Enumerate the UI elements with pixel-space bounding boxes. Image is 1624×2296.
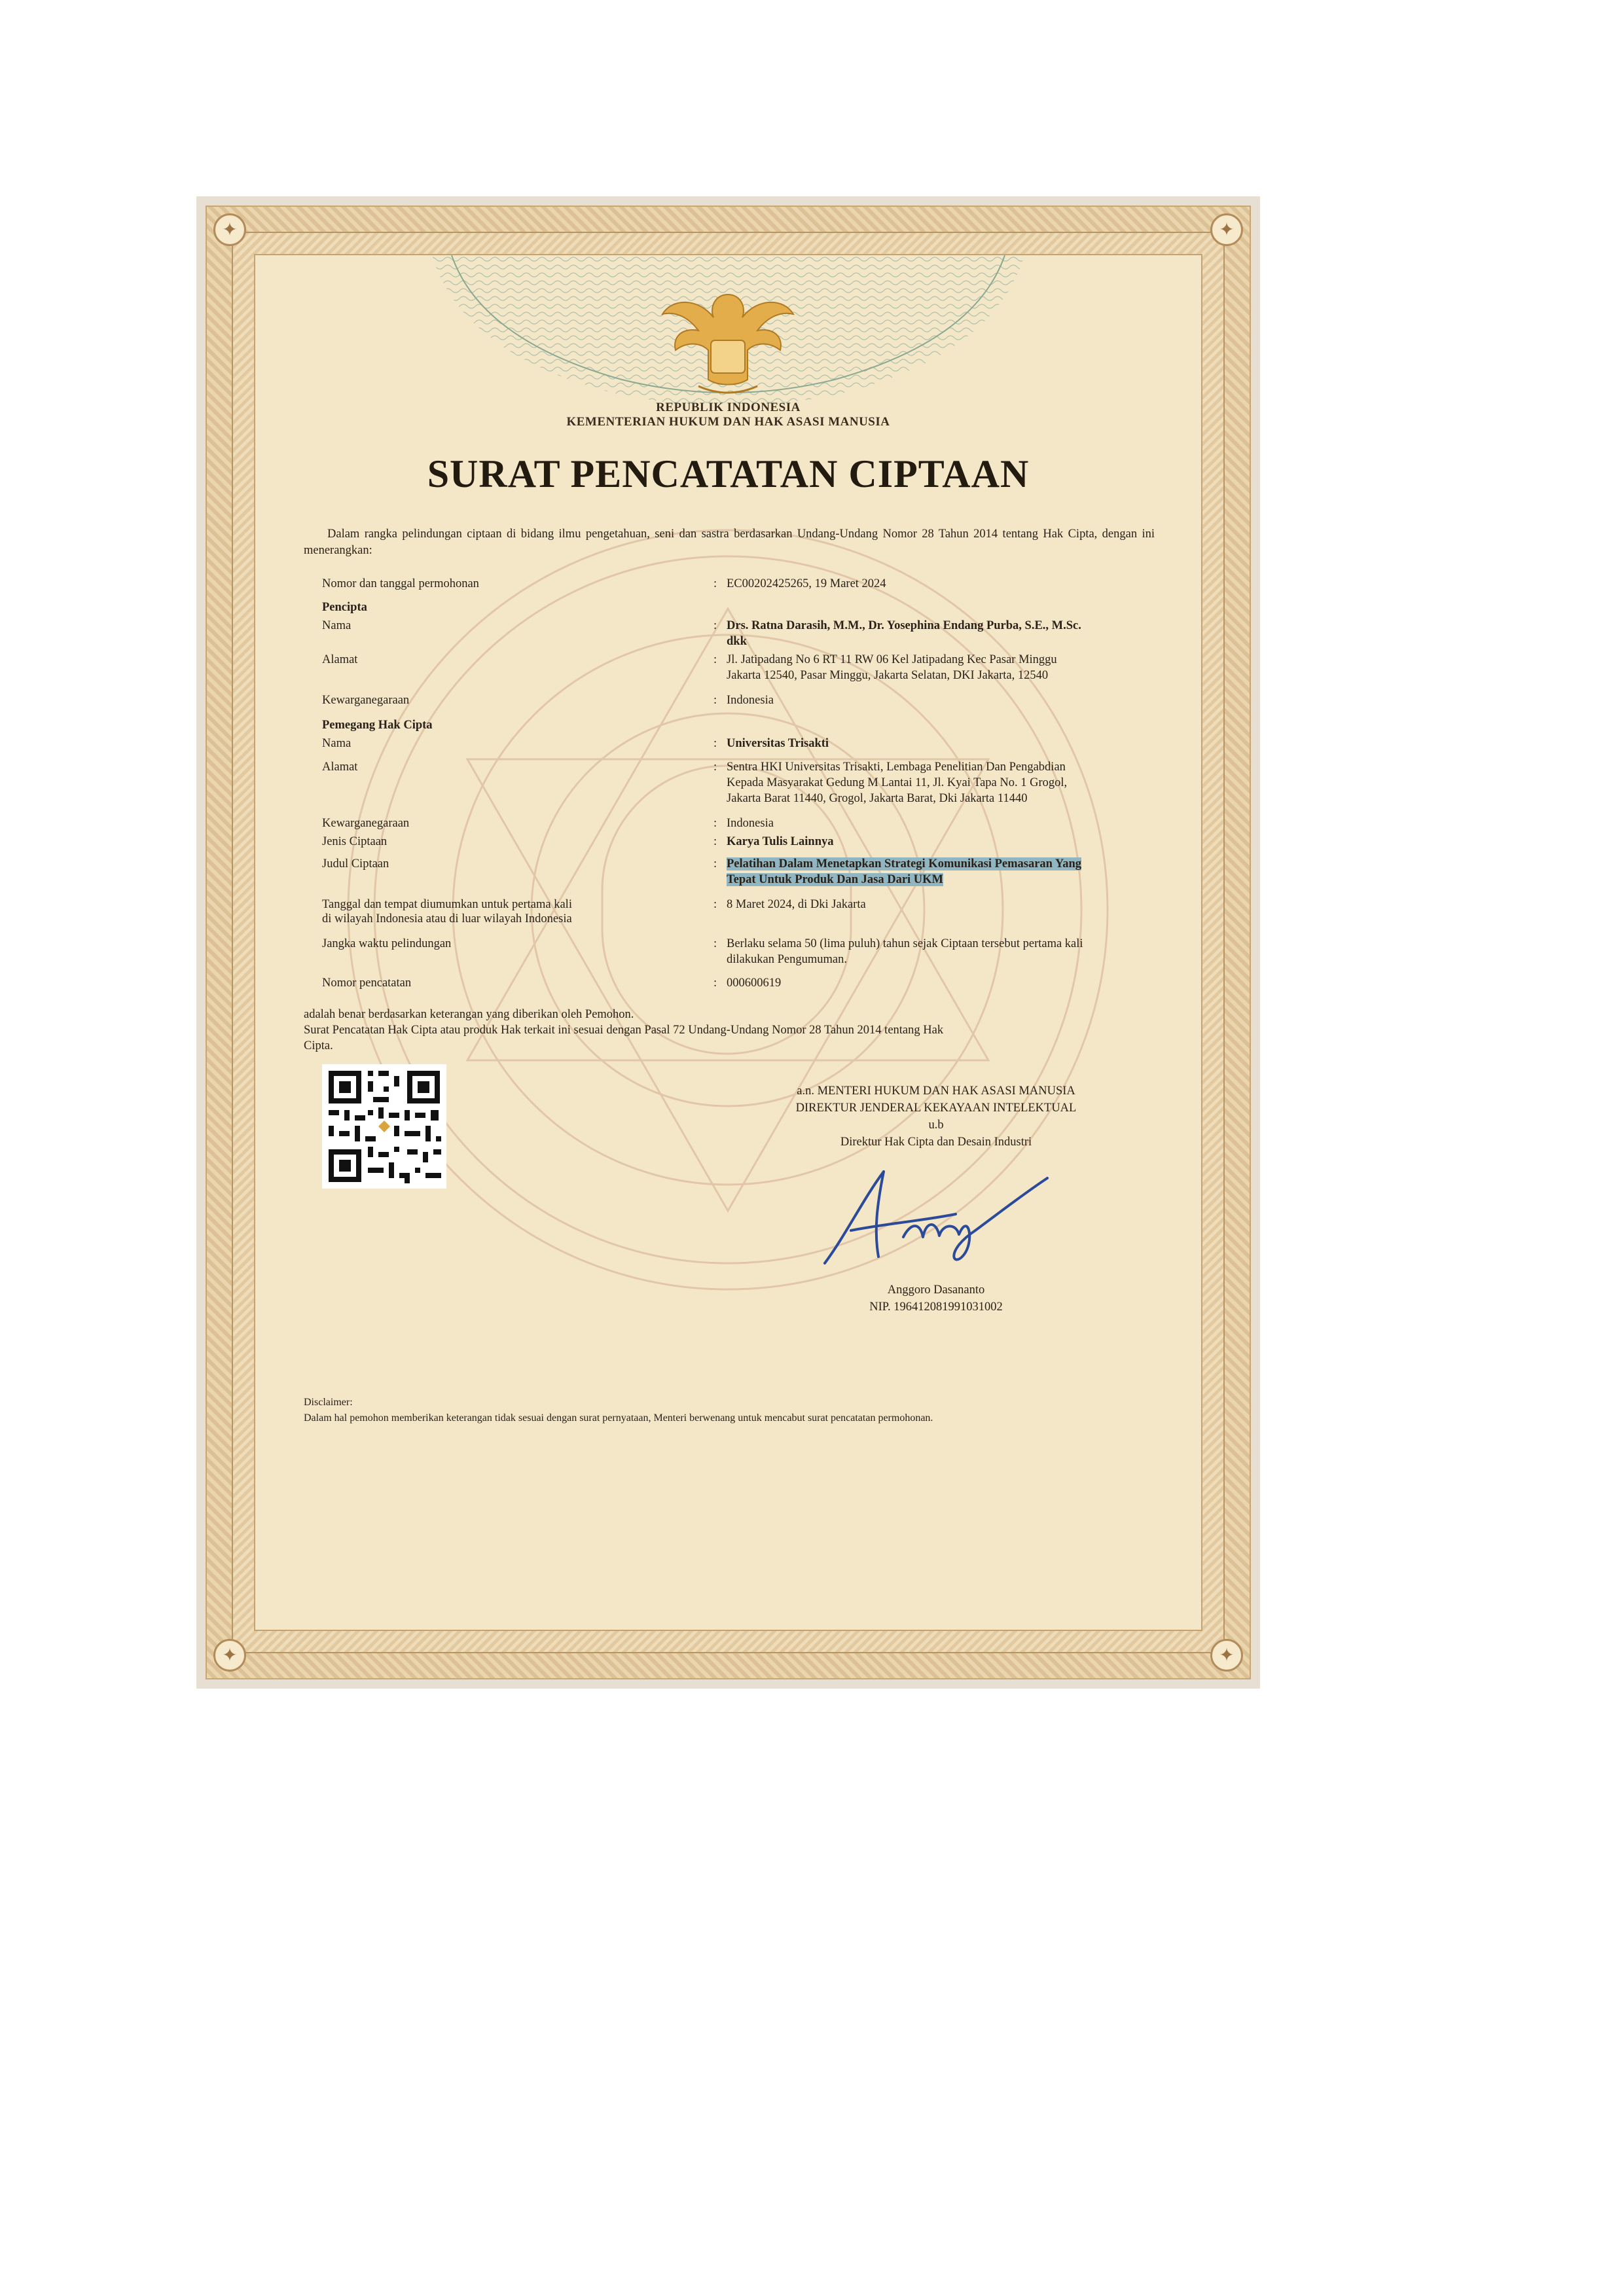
label-protection: Jangka waktu pelindungan bbox=[322, 937, 452, 950]
colon: : bbox=[713, 619, 717, 632]
handwritten-signature bbox=[805, 1158, 1054, 1270]
label-announce-line2: di wilayah Indonesia atau di luar wilayah Indonesia bbox=[322, 912, 572, 925]
colon: : bbox=[713, 817, 717, 830]
label-citizenship: Kewarganegaraan bbox=[322, 817, 410, 830]
creator-name-line2: dkk bbox=[727, 635, 747, 648]
signatory-line4: Direktur Hak Cipta dan Desain Industri bbox=[840, 1136, 1032, 1149]
header-republic: REPUBLIK INDONESIA bbox=[656, 401, 801, 414]
colon: : bbox=[713, 694, 717, 707]
holder-address-line2: Kepada Masyarakat Gedung M Lantai 11, Jl. Kyai Tapa No. 1 Grogol, bbox=[727, 776, 1068, 789]
certificate-body bbox=[254, 254, 1202, 1631]
label-citizenship: Kewarganegaraan bbox=[322, 694, 410, 707]
holder-name: Universitas Trisakti bbox=[727, 737, 829, 750]
colon: : bbox=[713, 761, 717, 774]
creator-address-line2: Jakarta 12540, Pasar Minggu, Jakarta Selatan, DKI Jakarta, 12540 bbox=[727, 669, 1049, 682]
record-number: 000600619 bbox=[727, 977, 782, 990]
corner-ornament-icon: ✦ bbox=[213, 213, 246, 246]
signatory-line3: u.b bbox=[928, 1119, 944, 1132]
colon: : bbox=[713, 977, 717, 990]
label-name: Nama bbox=[322, 619, 352, 632]
section-creator: Pencipta bbox=[322, 601, 367, 614]
corner-ornament-icon: ✦ bbox=[1210, 213, 1243, 246]
colon: : bbox=[713, 857, 717, 870]
section-holder: Pemegang Hak Cipta bbox=[322, 719, 433, 732]
disclaimer-text: Dalam hal pemohon memberikan keterangan tidak sesuai dengan surat pernyataan, Menteri berwenang untuk mencabut surat pencatatan permohonan. bbox=[304, 1412, 933, 1424]
holder-address-line3: Jakarta Barat 11440, Grogol, Jakarta Barat, Dki Jakarta 11440 bbox=[727, 792, 1028, 805]
highlighted-text: Tepat Untuk Produk Dan Jasa Dari UKM bbox=[727, 873, 944, 886]
signatory-line1: a.n. MENTERI HUKUM DAN HAK ASASI MANUSIA bbox=[797, 1085, 1075, 1098]
label-work-title: Judul Ciptaan bbox=[322, 857, 389, 870]
creator-name-line1: Drs. Ratna Darasih, M.M., Dr. Yosephina Endang Purba, S.E., M.Sc. bbox=[727, 619, 1081, 632]
closing-line1: adalah benar berdasarkan keterangan yang diberikan oleh Pemohon. bbox=[304, 1008, 634, 1021]
label-name: Nama bbox=[322, 737, 352, 750]
label-announce-line1: Tanggal dan tempat diumumkan untuk pertama kali bbox=[322, 898, 572, 911]
disclaimer-title: Disclaimer: bbox=[304, 1397, 353, 1408]
colon: : bbox=[713, 577, 717, 590]
closing-line2: Surat Pencatatan Hak Cipta atau produk Hak terkait ini sesuai dengan Pasal 72 Undang-Undang Nomor 28 Tahun 2014 tentang Hak bbox=[304, 1024, 944, 1037]
page-title: SURAT PENCATATAN CIPTAAN bbox=[427, 452, 1030, 495]
work-type: Karya Tulis Lainnya bbox=[727, 835, 834, 848]
colon: : bbox=[713, 937, 717, 950]
signatory-name: Anggoro Dasananto bbox=[887, 1283, 985, 1297]
header-ministry: KEMENTERIAN HUKUM DAN HAK ASASI MANUSIA bbox=[566, 415, 890, 429]
announce-value: 8 Maret 2024, di Dki Jakarta bbox=[727, 898, 866, 911]
label-application: Nomor dan tanggal permohonan bbox=[322, 577, 479, 590]
creator-citizenship: Indonesia bbox=[727, 694, 774, 707]
label-work-type: Jenis Ciptaan bbox=[322, 835, 388, 848]
corner-ornament-icon: ✦ bbox=[213, 1639, 246, 1672]
signatory-line2: DIREKTUR JENDERAL KEKAYAAN INTELEKTUAL bbox=[795, 1102, 1077, 1115]
colon: : bbox=[713, 835, 717, 848]
certificate bbox=[196, 196, 1260, 1689]
creator-address-line1: Jl. Jatipadang No 6 RT 11 RW 06 Kel Jatipadang Kec Pasar Minggu bbox=[727, 653, 1057, 666]
qr-code[interactable] bbox=[322, 1064, 446, 1189]
holder-citizenship: Indonesia bbox=[727, 817, 774, 830]
protection-line2: dilakukan Pengumuman. bbox=[727, 953, 847, 966]
signatory-nip: NIP. 196412081991031002 bbox=[869, 1300, 1003, 1314]
application-value: EC00202425265, 19 Maret 2024 bbox=[727, 577, 886, 590]
work-title-line1 bbox=[727, 856, 1081, 872]
label-address: Alamat bbox=[322, 653, 358, 666]
closing-line3: Cipta. bbox=[304, 1039, 333, 1052]
holder-address-line1: Sentra HKI Universitas Trisakti, Lembaga Penelitian Dan Pengabdian bbox=[727, 761, 1066, 774]
label-address: Alamat bbox=[322, 761, 358, 774]
label-record: Nomor pencatatan bbox=[322, 977, 412, 990]
colon: : bbox=[713, 737, 717, 750]
corner-ornament-icon: ✦ bbox=[1210, 1639, 1243, 1672]
colon: : bbox=[713, 653, 717, 666]
colon: : bbox=[713, 898, 717, 911]
highlighted-text: Pelatihan Dalam Menetapkan Strategi Komunikasi Pemasaran Yang bbox=[727, 857, 1081, 870]
intro-paragraph: Dalam rangka pelindungan ciptaan di bidang ilmu pengetahuan, seni dan sastra berdasarkan Undang-Undang Nomor 28 Tahun 2014 tentang Hak Cipta, dengan ini menerangkan: bbox=[304, 528, 1155, 557]
work-title-line2 bbox=[727, 872, 943, 888]
protection-line1: Berlaku selama 50 (lima puluh) tahun sejak Ciptaan tersebut pertama kali bbox=[727, 937, 1083, 950]
